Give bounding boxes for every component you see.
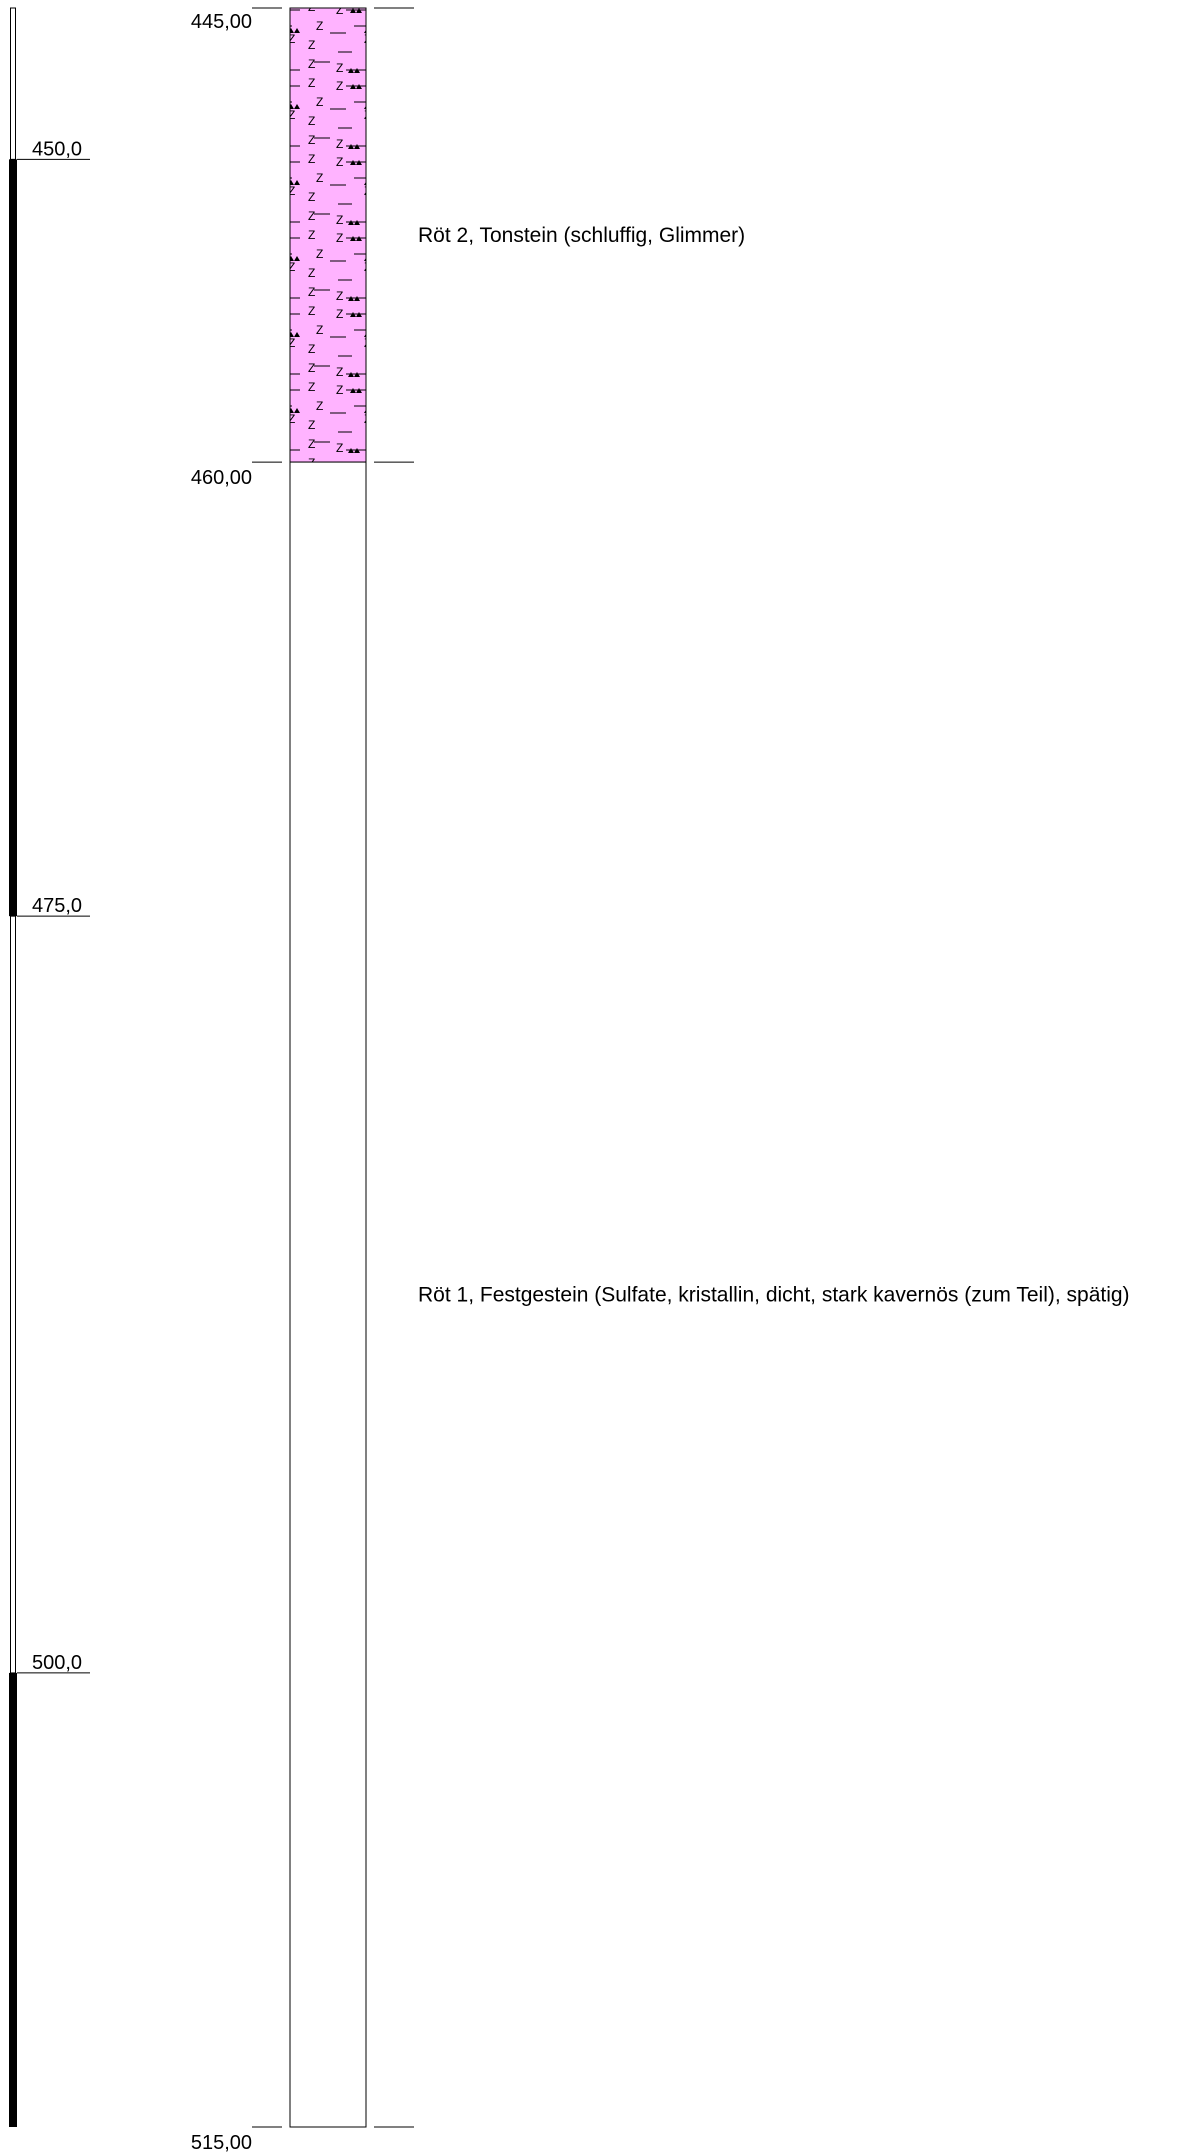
layer-descriptions — [418, 224, 1130, 1307]
boundary-depth-label: 515,00 — [190, 2132, 252, 2154]
scale-tick-label: 475,0 — [32, 895, 83, 918]
boundary-depth-label: 460,00 — [190, 467, 252, 490]
scale-segment-black — [9, 1673, 17, 2127]
layer-fill — [290, 462, 366, 2127]
scale-segment-white — [11, 916, 16, 1673]
scale-tick-label: 500,0 — [32, 1651, 83, 1674]
lithology-column — [290, 8, 366, 2127]
depth-scale-bar — [9, 8, 17, 2127]
layer-description: Röt 1, Festgestein (Sulfate, kristallin, dicht, stark kavernös (zum Teil), spätig) — [418, 1283, 1130, 1307]
layer-description: Röt 2, Tonstein (schluffig, Glimmer) — [418, 224, 746, 248]
layer-pattern — [290, 8, 366, 462]
scale-tick-label: 450,0 — [32, 138, 83, 161]
scale-segment-white — [11, 8, 16, 159]
boundary-depth-label: 445,00 — [190, 11, 252, 33]
scale-segment-black — [9, 159, 17, 916]
depth-scale-ticks — [17, 138, 90, 1674]
